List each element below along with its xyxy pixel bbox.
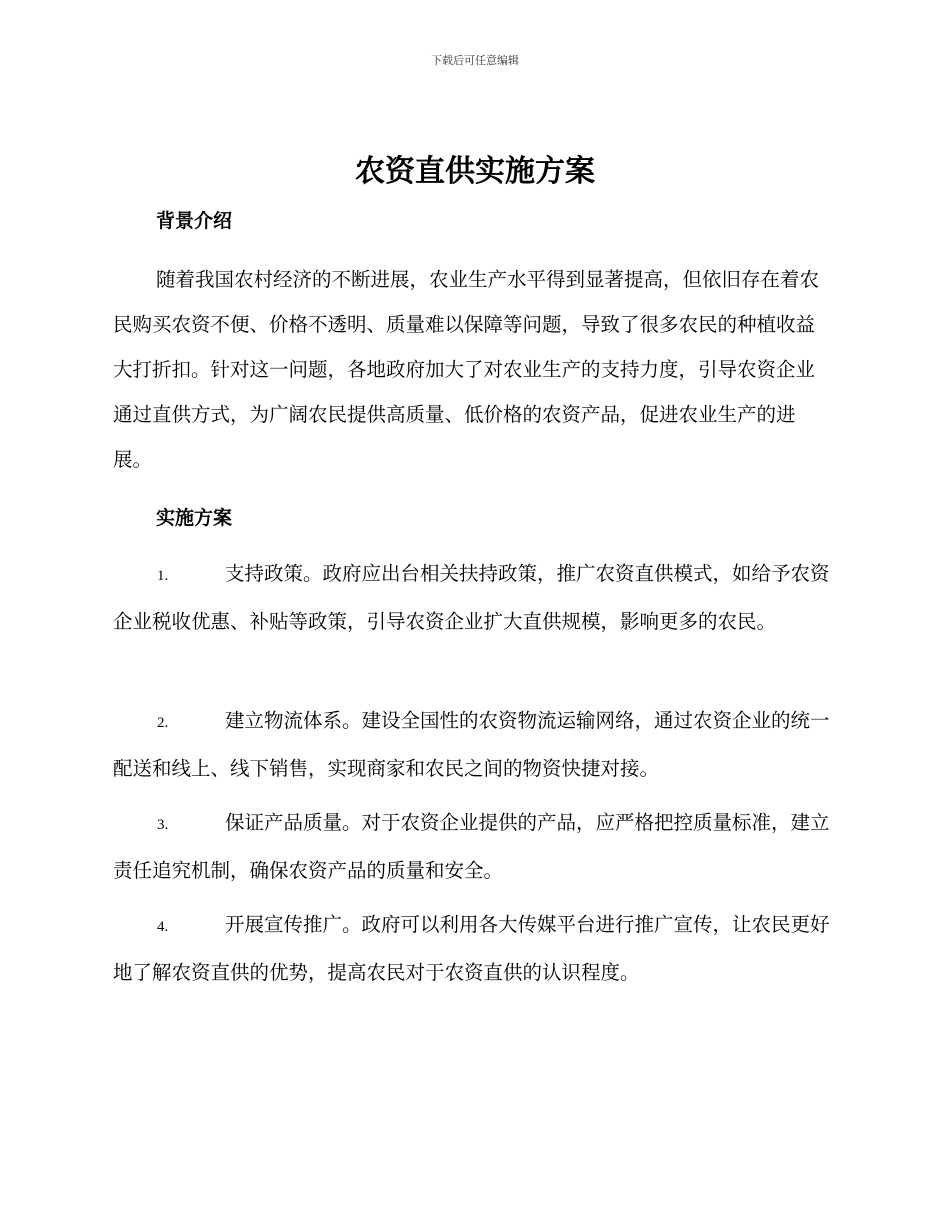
list-item-text: 保证产品质量。对于农资企业提供的产品，应严格把控质量标准，建立责任追究机制，确保农资产品的质量和安全。 bbox=[113, 811, 830, 882]
background-paragraph: 随着我国农村经济的不断进展，农业生产水平得到显著提高，但依旧存在着农民购买农资不便、价格不透明、质量难以保障等问题，导致了很多农民的种植收益大打折扣。针对这一问题，各地政府加大了对农业生产的支持力度，引导农资企业通过直供方式，为广阔农民提供高质量、低价格的农资产品，促进农业生产的进展。 bbox=[113, 268, 820, 471]
list-item bbox=[113, 698, 833, 791]
list-item-text: 开展宣传推广。政府可以利用各大传媒平台进行推广宣传，让农民更好地了解农资直供的优势，提高农民对于农资直供的认识程度。 bbox=[113, 913, 830, 984]
list-item bbox=[113, 902, 833, 995]
list-item-text: 支持政策。政府应出台相关扶持政策，推广农资直供模式，如给予农资企业税收优惠、补贴等政策，引导农资企业扩大直供规模，影响更多的农民。 bbox=[113, 562, 830, 633]
list-item-text: 建立物流体系。建设全国性的农资物流运输网络，通过农资企业的统一配送和线上、线下销售，实现商家和农民之间的物资快捷对接。 bbox=[113, 709, 830, 780]
list-item-number: 2. bbox=[157, 715, 169, 731]
list-item-number: 3. bbox=[157, 817, 169, 833]
list-item bbox=[113, 551, 833, 644]
list-item bbox=[113, 800, 833, 893]
document-title: 农资直供实施方案 bbox=[355, 154, 595, 189]
page-header-note: 下载后可任意编辑 bbox=[431, 54, 519, 67]
section-heading-plan: 实施方案 bbox=[156, 507, 233, 529]
list-item-number: 1. bbox=[157, 568, 169, 584]
section-heading-background: 背景介绍 bbox=[156, 210, 233, 232]
list-item-number: 4. bbox=[157, 919, 169, 935]
